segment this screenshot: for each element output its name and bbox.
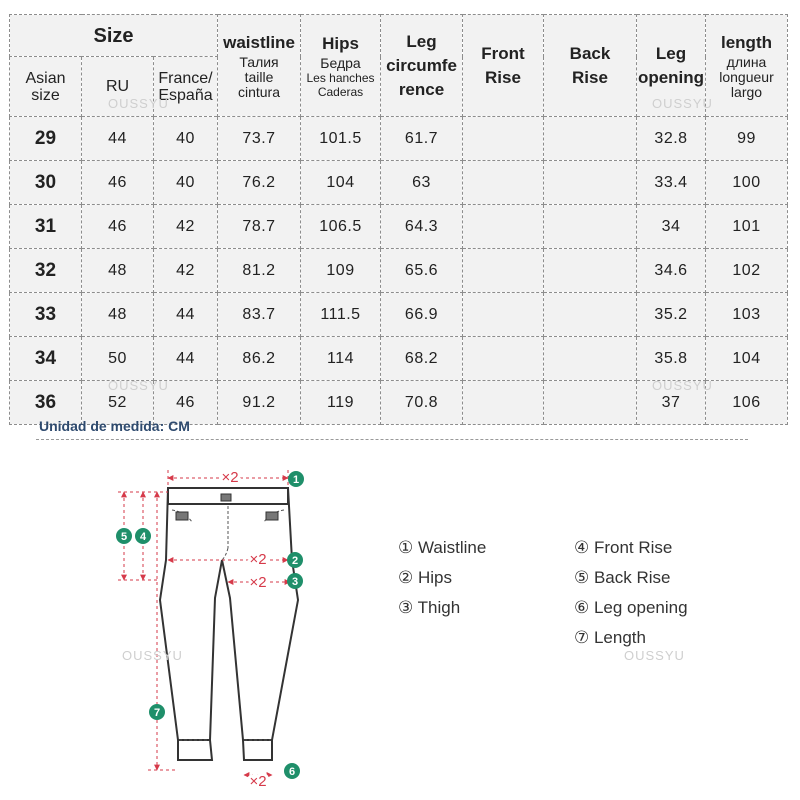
table-row (10, 293, 788, 337)
cell-leg: 63 (381, 161, 463, 205)
marker-label: 1 (292, 474, 300, 486)
cell-hips: 106.5 (301, 205, 381, 249)
cell-front (463, 249, 544, 293)
cell-hips: 104 (301, 161, 381, 205)
watermark: OUSSYU (652, 378, 713, 393)
cell-ru: 52 (82, 381, 154, 425)
cell-opening: 33.4 (637, 161, 706, 205)
watermark: OUSSYU (122, 648, 183, 663)
leg-circumference-header: Leg circumfe rence (381, 15, 463, 117)
x2-label: ×2 (249, 773, 267, 790)
cell-back (544, 249, 637, 293)
cell-fr: 46 (154, 381, 218, 425)
ru-header: RU (82, 57, 154, 117)
marker-label: 6 (288, 766, 296, 778)
cell-hips: 111.5 (301, 293, 381, 337)
cell-asian: 34 (10, 337, 82, 381)
cell-length: 106 (706, 381, 788, 425)
cell-waist: 73.7 (218, 117, 301, 161)
watermark: OUSSYU (108, 378, 169, 393)
france-header: France/ España (154, 57, 218, 117)
legend-hips: ② Hips (398, 568, 452, 587)
cell-fr: 44 (154, 337, 218, 381)
cell-fr: 42 (154, 205, 218, 249)
cell-asian: 32 (10, 249, 82, 293)
asian-size-header: Asian size (10, 57, 82, 117)
cell-waist: 78.7 (218, 205, 301, 249)
cell-leg: 66.9 (381, 293, 463, 337)
cell-waist: 91.2 (218, 381, 301, 425)
x2-label: ×2 (221, 469, 239, 486)
cell-opening: 32.8 (637, 117, 706, 161)
front-rise-header: Front Rise (463, 15, 544, 117)
legend-waistline: ① Waistline (398, 538, 487, 557)
cell-leg: 61.7 (381, 117, 463, 161)
cell-asian: 33 (10, 293, 82, 337)
cell-fr: 44 (154, 293, 218, 337)
cell-ru: 46 (82, 161, 154, 205)
x2-label: ×2 (249, 574, 267, 591)
marker-label: 2 (291, 555, 299, 567)
cell-fr: 42 (154, 249, 218, 293)
cell-back (544, 117, 637, 161)
cell-front (463, 293, 544, 337)
cell-back (544, 381, 637, 425)
cell-hips: 119 (301, 381, 381, 425)
cell-waist: 81.2 (218, 249, 301, 293)
divider (36, 439, 748, 440)
cell-leg: 68.2 (381, 337, 463, 381)
cell-leg: 64.3 (381, 205, 463, 249)
legend-back-rise: ⑤ Back Rise (574, 568, 671, 587)
watermark: OUSSYU (652, 96, 713, 111)
cell-back (544, 161, 637, 205)
cell-front (463, 117, 544, 161)
cell-opening: 35.2 (637, 293, 706, 337)
table-row (10, 117, 788, 161)
pants-outline (160, 488, 298, 760)
cell-length: 101 (706, 205, 788, 249)
cell-length: 103 (706, 293, 788, 337)
cell-back (544, 205, 637, 249)
cell-opening: 34.6 (637, 249, 706, 293)
legend-length: ⑦ Length (574, 628, 646, 647)
cell-length: 99 (706, 117, 788, 161)
cell-asian: 31 (10, 205, 82, 249)
cell-asian: 30 (10, 161, 82, 205)
cell-asian: 36 (10, 381, 82, 425)
watermark: OUSSYU (624, 648, 685, 663)
cell-opening: 37 (637, 381, 706, 425)
cell-length: 100 (706, 161, 788, 205)
legend-thigh: ③ Thigh (398, 598, 461, 617)
cell-waist: 83.7 (218, 293, 301, 337)
cell-hips: 114 (301, 337, 381, 381)
length-header: length длина longueur largo (706, 15, 788, 117)
cell-back (544, 293, 637, 337)
cell-fr: 40 (154, 161, 218, 205)
cell-hips: 101.5 (301, 117, 381, 161)
unit-note: Unidad de medida: CM (39, 418, 190, 434)
cell-length: 102 (706, 249, 788, 293)
cell-ru: 46 (82, 205, 154, 249)
cell-back (544, 337, 637, 381)
table-row (10, 249, 788, 293)
cell-front (463, 337, 544, 381)
cell-ru: 44 (82, 117, 154, 161)
cell-front (463, 205, 544, 249)
cell-fr: 40 (154, 117, 218, 161)
table-row (10, 161, 788, 205)
leg-opening-header: Leg opening (637, 15, 706, 117)
cell-leg: 70.8 (381, 381, 463, 425)
pants-diagram (100, 460, 320, 795)
size-chart-table (9, 14, 788, 425)
table-row (10, 337, 788, 381)
cell-asian: 29 (10, 117, 82, 161)
watermark: OUSSYU (108, 96, 169, 111)
marker-label: 7 (153, 707, 161, 719)
cell-waist: 76.2 (218, 161, 301, 205)
hips-header: Hips Бедра Les hanches Caderas (301, 15, 381, 117)
cell-ru: 50 (82, 337, 154, 381)
cell-ru: 48 (82, 293, 154, 337)
legend-leg-opening: ⑥ Leg opening (574, 598, 688, 617)
cell-front (463, 381, 544, 425)
cell-length: 104 (706, 337, 788, 381)
marker-label: 4 (139, 531, 147, 543)
cell-hips: 109 (301, 249, 381, 293)
size-header: Size (10, 15, 218, 57)
cell-ru: 48 (82, 249, 154, 293)
marker-label: 3 (291, 576, 299, 588)
waistline-header: waistline Талия taille cintura (218, 15, 301, 117)
marker-label: 5 (120, 531, 128, 543)
cell-leg: 65.6 (381, 249, 463, 293)
cell-front (463, 161, 544, 205)
x2-label: ×2 (249, 551, 267, 568)
legend-front-rise: ④ Front Rise (574, 538, 673, 557)
back-rise-header: Back Rise (544, 15, 637, 117)
cell-opening: 34 (637, 205, 706, 249)
cell-opening: 35.8 (637, 337, 706, 381)
table-row (10, 205, 788, 249)
cell-waist: 86.2 (218, 337, 301, 381)
